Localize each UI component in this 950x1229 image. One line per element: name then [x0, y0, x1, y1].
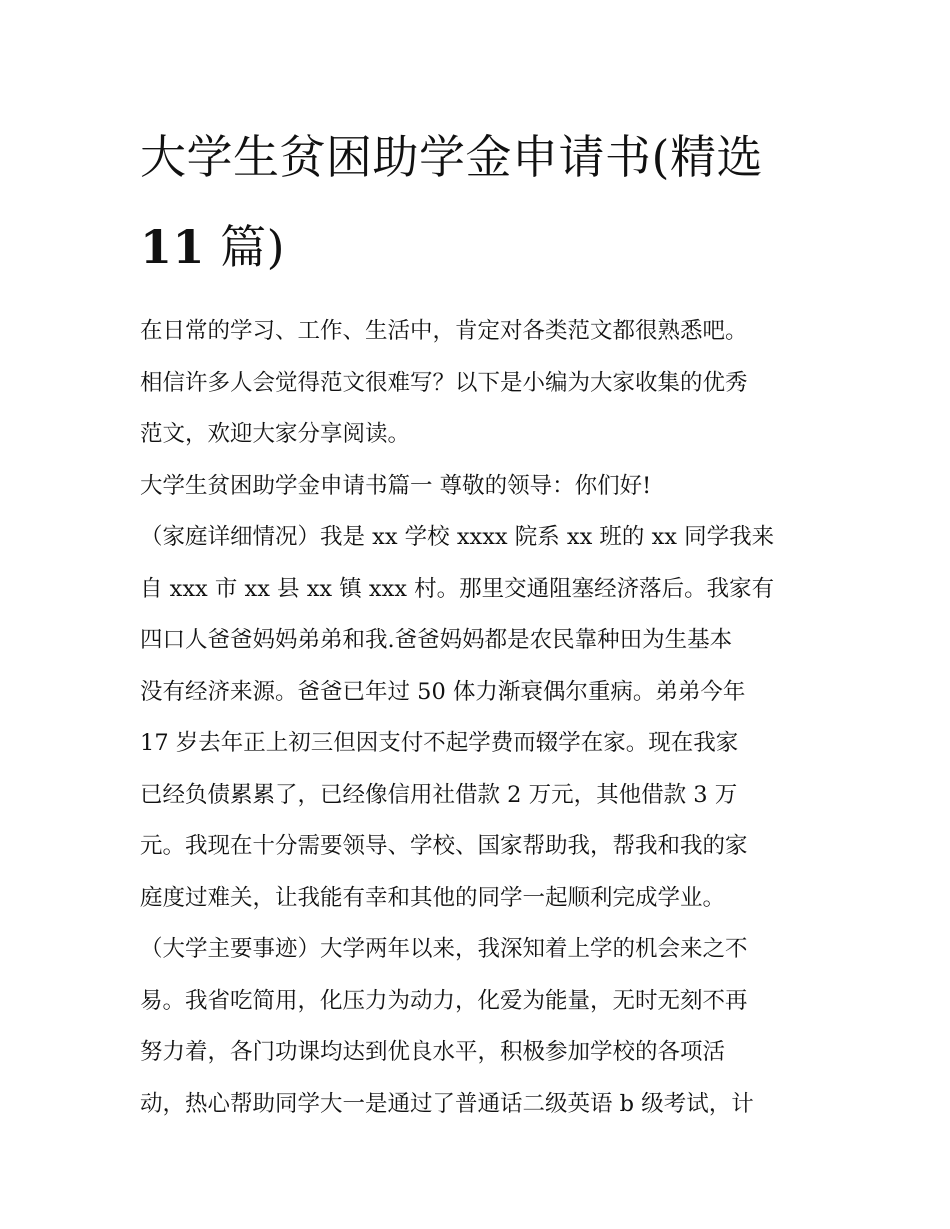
body-line: 已经负债累累了，已经像信用社借款 2 万元，其他借款 3 万: [140, 781, 738, 808]
body-line: 元。我现在十分需要领导、学校、国家帮助我，帮我和我的家: [140, 833, 748, 859]
body-line: 四口人爸爸妈妈弟弟和我.爸爸妈妈都是农民靠种田为生基本: [140, 627, 733, 653]
title-number: 11: [140, 220, 206, 274]
body-line: （大学主要事迹）大学两年以来，我深知着上学的机会来之不: [140, 936, 748, 962]
body-line: 范文，欢迎大家分享阅读。: [140, 421, 411, 447]
body-line: 动，热心帮助同学大一是通过了普通话二级英语 b 级考试，计: [140, 1090, 754, 1117]
body-line: 自 xxx 市 xx 县 xx 镇 xxx 村。那里交通阻塞经济落后。我家有: [140, 575, 775, 602]
body-line: 在日常的学习、工作、生活中，肯定对各类范文都很熟悉吧。: [140, 318, 748, 344]
body-line: 17 岁去年正上初三但因支付不起学费而辍学在家。现在我家: [140, 730, 739, 756]
document-page: [140, 112, 815, 1130]
body-line: 庭度过难关，让我能有幸和其他的同学一起顺利完成学业。: [140, 884, 726, 911]
document-body: [140, 306, 815, 1130]
body-line: 相信许多人会觉得范文很难写？以下是小编为大家收集的优秀: [140, 369, 748, 396]
document-title: [140, 112, 815, 292]
body-line: （家庭详细情况）我是 xx 学校 xxxx 院系 xx 班的 xx 同学我来: [140, 524, 775, 550]
body-line: 易。我省吃简用，化压力为动力，化爱为能量，无时无刻不再: [140, 987, 748, 1014]
title-line-2: 篇): [205, 220, 286, 274]
title-line-1: 大学生贫困助学金申请书(精选: [140, 130, 763, 184]
section-heading-line: 大学生贫困助学金申请书篇一 尊敬的领导：你们好!: [140, 472, 652, 499]
body-line: 努力着，各门功课均达到优良水平，积极参加学校的各项活: [140, 1039, 726, 1065]
body-line: 没有经济来源。爸爸已年过 50 体力渐衰偶尔重病。弟弟今年: [140, 678, 746, 705]
